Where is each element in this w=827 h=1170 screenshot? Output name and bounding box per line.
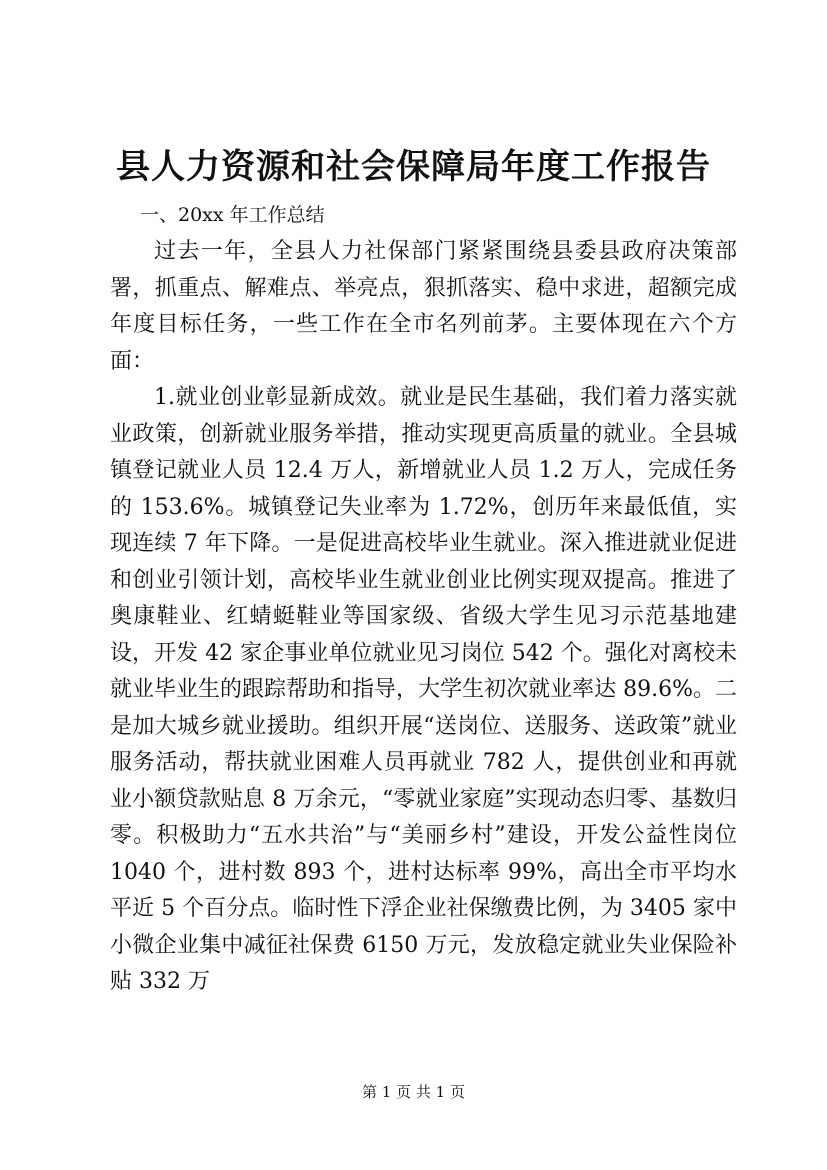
section-heading: 一、20xx 年工作总结 — [140, 204, 325, 226]
paragraph-employment: 1.就业创业彰显新成效。就业是民生基础，我们着力落实就业政策，创新就业服务举措，推动实现更高质量的就业。全县城镇登记就业人员 12.4 万人，新增就业人员 1.2 万人，完成任务的 153.6%。城镇登记失业率为 1.72%，创历年来最低值，实现连续 7 年下降。一是促进高校毕业生就业。深入推进就业促进和创业引领计划，高校毕业生就业创业比例实现双提高。推进了奥康鞋业、红蜻蜓鞋业等国家级、省级大学生见习示范基地建设，开发 42 家企事业单位就业见习岗位 542 个。强化对离校未就业毕业生的跟踪帮助和指导，大学生初次就业率达 89.6%。二是加大城乡就业援助。组织开展“送岗位、送服务、送政策”就业服务活动，帮扶就业困难人员再就业 782 人，提供创业和再就业小额贷款贴息 8 万余元，“零就业家庭”实现动态归零、基数归零。积极助力“五水共治”与“美丽乡村”建设，开发公益性岗位 1040 个，进村数 893 个，进村达标率 99%，高出全市平均水平近 5 个百分点。临时性下浮企业社保缴费比例，为 3405 家中小微企业集中减征社保费 6150 万元，发放稳定就业失业保险补贴 332 万 — [110, 385, 737, 994]
document-body — [110, 234, 737, 1001]
document-title: 县人力资源和社会保障局年度工作报告 — [116, 147, 711, 187]
paragraph-intro: 过去一年，全县人力社保部门紧紧围绕县委县政府决策部署，抓重点、解难点、举亮点，狠抓落实、稳中求进，超额完成年度目标任务，一些工作在全市名列前茅。主要体现在六个方面： — [110, 239, 737, 374]
page-footer: 第 1 页 共 1 页 — [362, 1083, 465, 1101]
